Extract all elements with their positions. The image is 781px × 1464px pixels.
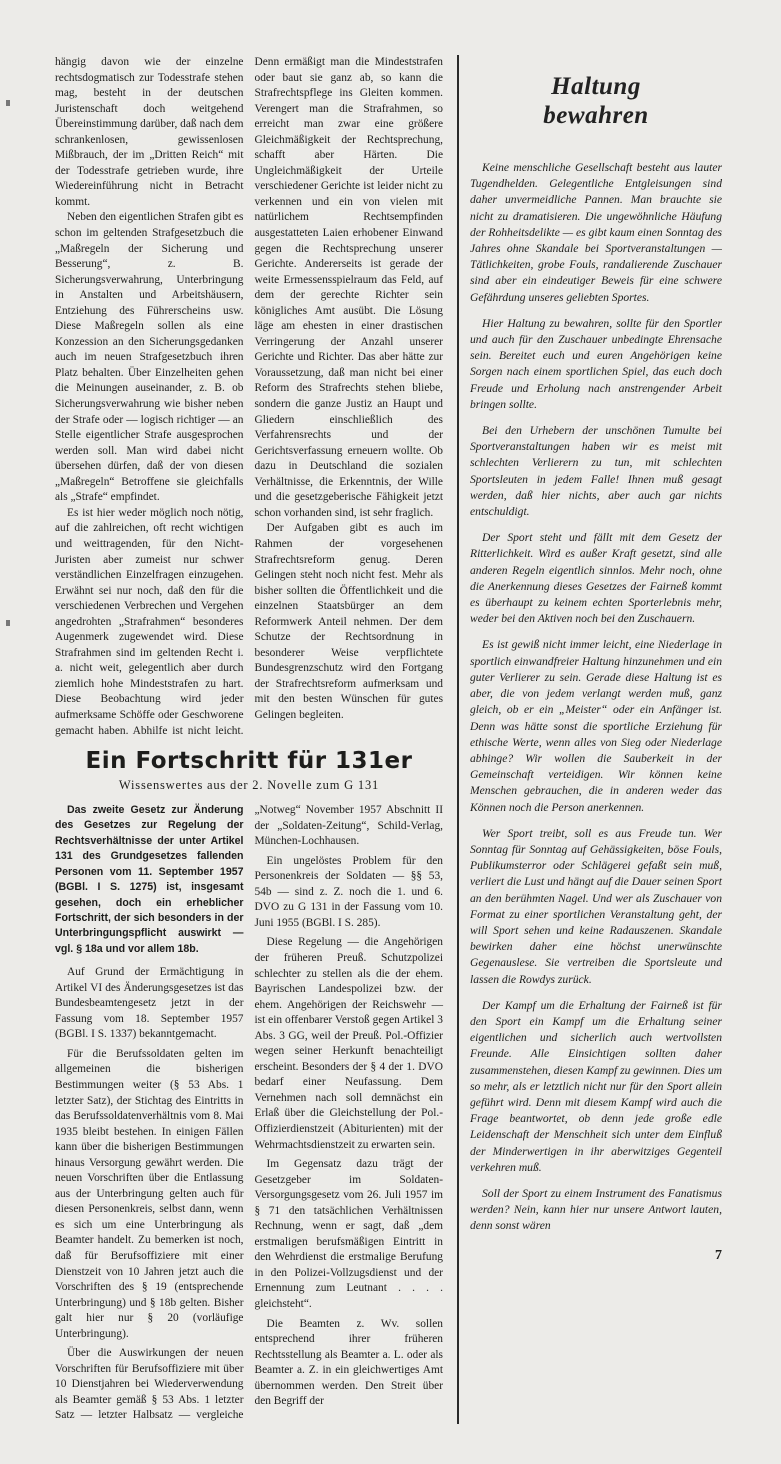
left-columns: [55, 55, 443, 1424]
article-paragraph: Über die Auswirkungen der neuen Vorschriften für Berufsoffiziere mit über 10 Dienstjahren bei Wiederverwendung als Beamter gemäß § 53 Abs. 1 letzter Satz — letzter Halbsatz — vergleiche „Notweg“ November 1957 Abschnitt II der „Soldaten-Zeitung“, Schild-Verlag, München-Lochhausen.: [55, 804, 443, 1422]
article-131-title: Ein Fortschritt für 131er: [85, 748, 413, 775]
haltung-title-line1: Haltung: [551, 73, 641, 100]
article-paragraph: Ein ungelöstes Problem für den Personenkreis der Soldaten — §§ 53, 54b — sind z. Z. noch die 1. und 6. DVO zu G 131 in der Fassung vom 10. Juni 1955 (BGBl. I S. 285).: [254, 854, 443, 929]
article-paragraph: Hier Haltung zu bewahren, sollte für den Sportler und auch für den Zuschauer unbedingte Ehrensache sein. Bereitet euch und euren Angehörigen keine Sorgen nach einem sportlichen Spiel, das euch doch Freude und Erholung nach anstrengender Arbeit bringen sollte.: [470, 316, 722, 411]
article-paragraph: Für die Berufssoldaten gelten im allgemeinen die bisherigen Bestimmungen weiter (§ 53 Abs. 1 letzter Satz), der Stichtag des Eintritts in das Berufssoldatenverhältnis vom 8. Mai 1935 bleibt bestehen. In einigen Fällen kann über die bisherigen Bestimmungen hinaus Versorgung gewährt werden. Die neuen Vorschriften über die Entlassung aus der Unterbringung gelten auch für diesen Personenkreis, selbst dann, wenn es sich um eine Unterbringung als Beamter handelt. Zu bemerken ist noch, daß für Berufsoffiziere mit einer Dienstzeit von 10 Jahren jetzt auch die Vorschriften des § 19 (entsprechende Unterbringung) und § 18b gelten. Bisher galt hier nur § 20 (vorläufige Unterbringung).: [55, 1047, 244, 1340]
haltung-bewahren-article: [470, 72, 722, 1265]
article-paragraph: Es ist hier weder möglich noch nötig, auf die zahlreichen, oft recht wichtigen und weittragenden, für den Nicht-Juristen aber zumeist nur schwer verständlichen Einzelfragen einzugehen. Erwähnt sei nur noch, daß den für die verschiedenen Verbrechen und Vergehen angedrohten „Strafrahmen“ besonderes Augenmerk zugewendet wird. Diese Strafrahmen sind im geltenden Recht i. a. nicht weit, gelegentlich aber durch ziemlich hohe Mindeststrafen zu hart. Diese Beobachtung wird jeder aufmerksame Schöffe oder Geschworene gemacht haben. Abhilfe ist nicht leicht. Denn ermäßigt man die Mindeststrafen oder baut sie ganz ab, so kann die Strafrechtspflege ins Gleiten kommen. Verengert man die Strafrahmen, so erreicht man zwar eine größere Gleichmäßigkeit der Rechtsprechung, schafft aber Härten. Die Ungleichmäßigkeit der Urteile verschiedener Gerichte ist leider nicht zu verkennen und ein von vielen mit natürlichem Rechtsempfinden ausgestatteten Laien erhobener Einwand gegen die Rechtsprechung unserer Gerichte. Andererseits ist gerade der weite Ermessensspielraum das Feld, auf dem der gerechte Richter sein königliches Amt ausübt. Die Lösung läge am ehesten in einer drastischen Verringerung der Anzahl unserer Gerichte und Richter. Das aber hätte zur Voraussetzung, daß man nicht bei einer Reform des Strafrechts stehen bliebe, sondern die ganze Justiz an Haupt und Gliedern einschließlich des Verfahrensrechts und der Gerichtsverfassung erneuern wollte. Ob dazu in Deutschland die sozialen Verhältnisse, die Erkenntnis, der Wille und die gesetzgeberische Fähigkeit jetzt schon vorhanden sind, ist sehr fraglich.: [55, 56, 443, 737]
article-paragraph: Der Kampf um die Erhaltung der Fairneß ist für den Sport ein Kampf um die Erhaltung seiner eigentlichen und sicherlich auch wertvollsten Freunde. Alle Einsichtigen sollten daher zusammenstehen, diesen Kampf zu gewinnen. Dies um so mehr, als er letztlich nicht nur für den Sport allein geführt wird. Denn mit diesem Kampf wird auch die Frage beantwortet, ob denn jede große edle Leidenschaft der Menschheit sich unter dem Einfluß der Minderwertigen in ihr aberwitziges Gegenteil verkehren muß.: [470, 998, 722, 1174]
article-paragraph: hängig davon wie der einzelne rechtsdogmatisch zur Todesstrafe stehen mag, besteht in der deutschen Juristenschaft doch weitgehend Übereinstimmung darüber, daß nach dem schrankenlosen, gewissenlosen Mißbrauch, der im „Dritten Reich“ mit der Todesstrafe getrieben wurde, ihre Wiedereinführung nicht in Betracht kommt.: [55, 56, 244, 208]
article-paragraph: Die Beamten z. Wv. sollen entsprechend ihrer früheren Rechtsstellung als Beamter a. L. oder als Beamter a. Z. in ein gleichwertiges Amt übernommen werden. Den Streit über den Begriff der: [254, 1317, 443, 1408]
article-paragraph: Im Gegensatz dazu trägt der Gesetzgeber im Soldaten-Versorgungsgesetz vom 26. Juli 1957 im § 71 den tatsächlichen Verhältnissen Rechnung, wenn er sagt, daß „dem erstmaligen berufsmäßigen Eintritt in den Wehrdienst die erstmalige Berufung in den Polizei-Vollzugsdienst und der Ernennung zum Leutnant . . . . gleichsteht“.: [254, 1158, 443, 1311]
article-paragraph: Neben den eigentlichen Strafen gibt es schon im geltenden Strafgesetzbuch die „Maßregeln der Sicherung und Besserung“, z. B. Sicherungsverwahrung, Unterbringung in Anstalten und Arbeitshäusern, Entziehung des Führerscheins usw. Diese Maßregeln sollen als eine Konzession an den Sicherungsgedanken auch im neuen Strafgesetzbuch ihren Platz behalten. Über Einzelheiten gehen die Meinungen auseinander, z. B. ob Sicherungsverwahrung wie bisher neben der Strafe oder — logisch richtiger — an Stelle eigentlicher Strafe ausgesprochen werden soll. Man wird dabei nicht übersehen dürfen, daß der von diesen „Maßregeln“ Betroffene sie gleichfalls als „Strafe“ empfindet.: [55, 211, 244, 504]
haltung-title-line2: bewahren: [543, 102, 649, 129]
article-131-body: [55, 803, 443, 1424]
article-131-lead: Das zweite Gesetz zur Änderung des Gesetzes zur Regelung der Rechtsverhältnisse der unter Artikel 131 des Grundgesetzes fallenden Personen vom 11. September 1957 (BGBl. I S. 1275) ist, insgesamt gesehen, doch ein erheblicher Fortschritt, der sich besonders in der Unterbringungspflicht auswirkt — vgl. § 18a und vor allem 18b.: [55, 804, 244, 955]
page-number: 7: [715, 1247, 722, 1263]
column-divider: [457, 55, 459, 1424]
article-paragraph: Der Aufgaben gibt es auch im Rahmen der vorgesehenen Strafrechtsreform genug. Deren Gelingen steht noch nicht fest. Mehr als bisher sollten die Öffentlichkeit und die einzelnen Staatsbürger an dem Reformwerk Anteil nehmen. Der dem Schutze der Rechtsordnung in besonderer Weise verpflichtete Bundesgrenzschutz wird den Fortgang der Strafrechtsreform aufmerksam und mit den besten Wünschen für gutes Gelingen begleiten.: [254, 522, 443, 721]
article-paragraph: Soll der Sport zu einem Instrument des Fanatismus werden? Nein, kann hier nur unsere Antwort lauten, denn sonst wären: [470, 1186, 722, 1233]
article-131-subtitle: Wissenswertes aus der 2. Novelle zum G 131: [118, 778, 380, 793]
article-paragraph: Diese Regelung — die Angehörigen der früheren Preuß. Schutzpolizei schlechter zu stellen als die der ehem. Bayrischen Landespolizei bzw. der ehem. Angehörigen der Reichswehr — ist ein offenbarer Verstoß gegen Artikel 3 Abs. 3 GG, weil der Preuß. Pol.-Offizier wegen seiner Herkunft benachteiligt erscheint. Besonders der § 4 der 1. DVO bedarf einer Neufassung. Dem Vernehmen nach soll demnächst ein Erlaß über die Gleichstellung der Pol.-Offizierdienstzeit (Abiturienten) mit der Wehrmachtsdienstzeit zu erwarten sein.: [254, 936, 443, 1151]
article-paragraph: Es ist gewiß nicht immer leicht, eine Niederlage in sportlich einwandfreier Haltung hinzunehmen und ein guter Verlierer zu sein. Gerade diese Haltung ist es aber, die von jedem verlangt werden muß, ganz gleich, ob er ein „Meister“ oder ein Anfänger ist. Denn was hätte sonst die sportliche Erziehung für ethische Werte, wenn alles von Sieg oder Niederlage abhinge? Wir wollen die Sauberkeit in der Gemeinschaft verteidigen. Wir können keine Menschen gebrauchen, die in anderen weder das Können noch die Person anerkennen.: [470, 638, 722, 814]
article-paragraph: Bei den Urhebern der unschönen Tumulte bei Sportveranstaltungen haben wir es meist mit schlechten Verlierern zu tun, mit schlechten Sportsleuten in jedem Falle! Ihnen muß gesagt werden, daß hier nichts, aber auch gar nichts entschuldigt.: [470, 424, 722, 519]
scan-margin-mark: [6, 100, 10, 106]
article-paragraph: Der Sport steht und fällt mit dem Gesetz der Ritterlichkeit. Wird es außer Kraft gesetzt, sind alle anderen Regeln eigentlich sinnlos. Mehr noch, ohne die Anerkennung dieses Gesetzes der Fairneß kommt es überhaupt zu keinem echten Sporterlebnis mehr, weder bei den Aktiven noch bei den Zuschauern.: [470, 531, 722, 626]
article-paragraph: Wer Sport treibt, soll es aus Freude tun. Wer Sonntag für Sonntag auf Gehässigkeiten, böse Fouls, Publikumsterror oder Schlägerei gefaßt sein muß, verliert die Lust und hängt auf die Dauer seinen Sport an den berühmten Nagel. Und wer als Zuschauer von Format zu einer sportlichen Veranstaltung geht, der will Sport sehen und keine Radauszenen. Skandale bewirken daher eine höchst unerwünschte Gegenauslese. Sie vertreiben die Sportsleute und lassen die Rowdys zurück.: [470, 826, 722, 986]
haltung-title: [470, 72, 722, 130]
strafrecht-article-continuation: [55, 55, 443, 739]
article-paragraph: Keine menschliche Gesellschaft besteht aus lauter Tugendhelden. Gelegentliche Entgleisungen sind daher unvermeidliche Pannen. Man brauchte sie nicht zu dramatisieren. Die ungewöhnliche Häufung der Rohheitsdelikte — es gibt kaum einen Sonntag des Jahres ohne Skandale bei Sportveranstaltungen — Tätlichkeiten, grobe Fouls, randalierende Zuschauer sind aber ein eindeutiger Beweis für eine schwere Gefährdung unseres geliebten Sportes.: [470, 161, 722, 304]
scan-margin-mark: [6, 620, 10, 626]
article-paragraph: Auf Grund der Ermächtigung in Artikel VI des Änderungsgesetzes ist das Bundesbeamtengesetz jetzt in der Fassung vom 18. September 1957 (BGBl. I S. 1337) bekanntgemacht.: [55, 966, 244, 1041]
